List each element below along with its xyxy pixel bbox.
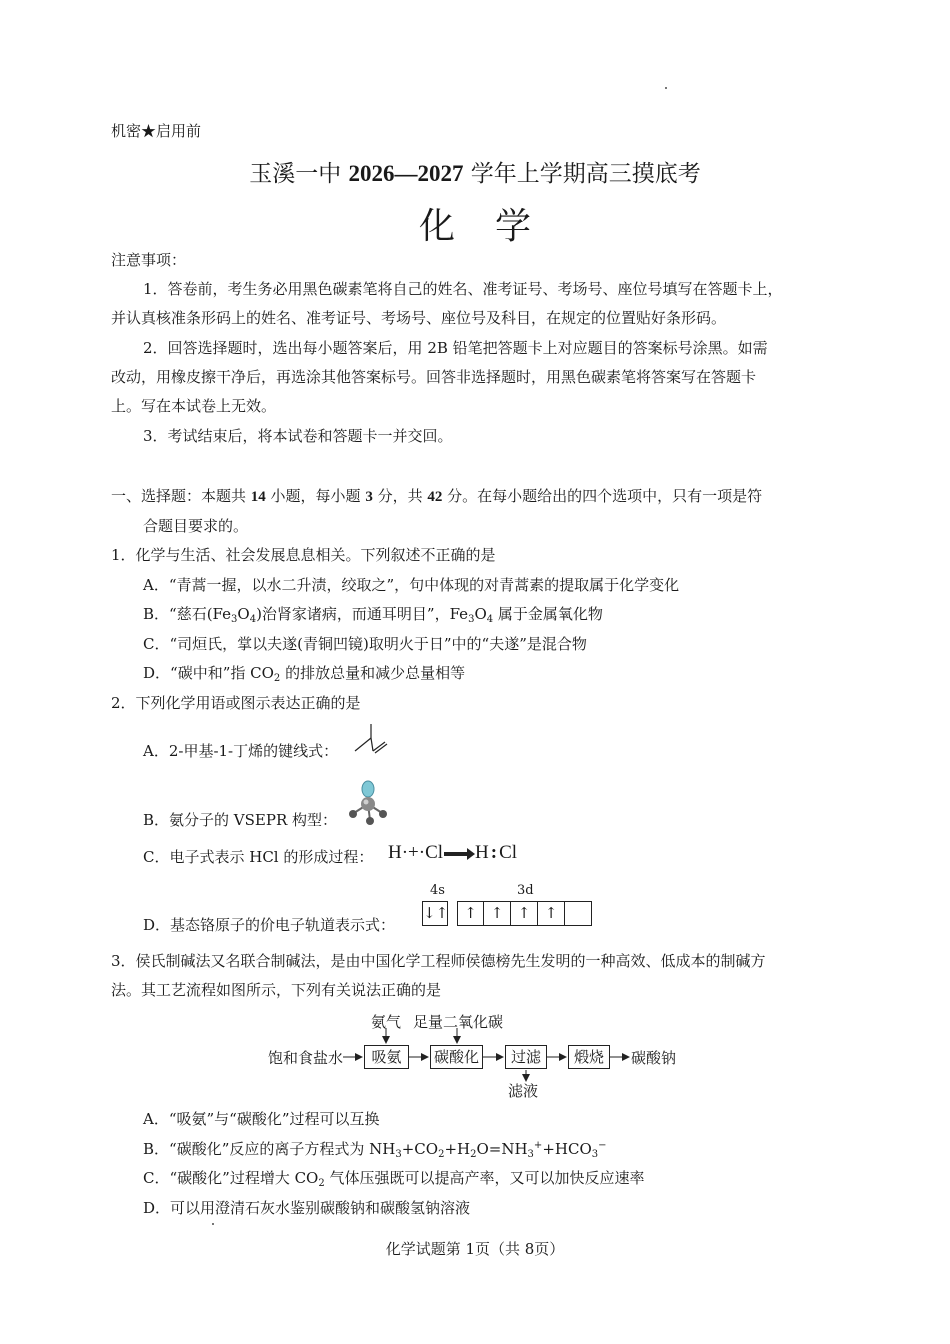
q1-option-c: C．“司烜氏，掌以夫遂(青铜凹镜)取明火于日”中的“夫遂”是混合物	[143, 635, 587, 653]
subject-title: 化学	[418, 206, 571, 247]
q2-option-c: C．电子式表示 HCl 的形成过程：	[143, 848, 374, 866]
flow-side-output-filtrate: 滤液	[508, 1082, 539, 1100]
notice-item-1-line-2: 并认真核准条形码上的姓名、准考证号、考场号、座位号及科目，在规定的位置贴好条形码。	[111, 309, 727, 327]
orbital-box-3d-3: ↑	[511, 901, 538, 926]
ammonia-vsepr-model-image	[345, 780, 391, 828]
flow-input-co2: 足量二氧化碳	[413, 1013, 504, 1031]
scan-speck	[665, 87, 667, 89]
q1-stem: 1．化学与生活、社会发展息息相关。下列叙述不正确的是	[111, 546, 496, 564]
flow-input-ammonia: 氨气	[371, 1013, 402, 1031]
confidential-label: 机密★启用前	[111, 122, 202, 140]
page-footer: 化学试题第 1页（共 8页）	[385, 1240, 565, 1258]
notice-item-2-line-2: 改动，用橡皮擦干净后，再选涂其他答案标号。回答非选择题时，用黑色碳素笔将答案写在答题卡	[111, 368, 757, 386]
flow-end-sodium-carbonate: 碳酸钠	[631, 1049, 677, 1067]
flow-step-filtration: 过滤	[505, 1045, 547, 1069]
q3-option-d: D．可以用澄清石灰水鉴别碳酸钠和碳酸氢钠溶液	[143, 1199, 471, 1217]
scan-speck	[212, 1223, 214, 1225]
section-1-instructions: 一、选择题：本题共 14 小题，每小题 3 分，共 42 分。在每小题给出的四个选项中，只有一项是符	[111, 487, 763, 505]
flow-step-carbonation: 碳酸化	[430, 1045, 483, 1069]
skeletal-formula-image	[352, 722, 388, 758]
q3-stem-line-2: 法。其工艺流程如图所示，下列有关说法正确的是	[111, 981, 442, 999]
notice-item-2-line-3: 上。写在本试卷上无效。	[111, 397, 277, 415]
orbital-box-3d-2: ↑	[484, 901, 511, 926]
flow-arrows	[340, 1026, 640, 1084]
q3-option-b: B．“碳酸化”反应的离子方程式为 $NH_3+CO_2+H_2O=NH_3^++HCO_3^-$	[143, 1140, 607, 1160]
orbital-box-4s: ↓↑	[422, 901, 448, 926]
notice-item-2-line-1: 2．回答选择题时，选出每小题答案后，用 2B 铅笔把答题卡上对应题目的答案标号涂黑。如需	[143, 339, 768, 357]
q1-option-b: B．“慈石$(Fe_3O_4)$治肾家诸病，而通耳明目”，$Fe_3O_4$ 属于金属氧化物	[143, 605, 603, 625]
orbital-box-3d-1: ↑	[457, 901, 484, 926]
q2-stem: 2．下列化学用语或图示表达正确的是	[111, 694, 361, 712]
section-1-instructions-line-2: 合题目要求的。	[143, 517, 249, 535]
q2-option-a: A．2-甲基-1-丁烯的键线式：	[143, 742, 339, 760]
orbital-box-3d-5	[565, 901, 592, 926]
reaction-arrow-icon	[444, 852, 470, 856]
flow-start-brine: 饱和食盐水	[268, 1049, 344, 1067]
q3-option-a: A．“吸氨”与“碳酸化”过程可以互换	[143, 1110, 380, 1128]
flow-step-ammonia-absorption: 吸氨	[364, 1045, 409, 1069]
orbital-label-4s: 4s	[430, 883, 445, 898]
notice-item-1-line-1: 1．答卷前，考生务必用黑色碳素笔将自己的姓名、准考证号、考场号、座位号填写在答题卡上，	[143, 280, 783, 298]
exam-title: 玉溪一中 2026—2027 学年上学期高三摸底考	[249, 161, 701, 187]
q3-option-c: C．“碳酸化”过程增大 $CO_2$ 气体压强既可以提高产率，又可以加快反应速率	[143, 1169, 645, 1189]
hcl-formation-equation: H·+·Cl H : Cl	[388, 842, 518, 863]
notice-item-3: 3．考试结束后，将本试卷和答题卡一并交回。	[143, 427, 453, 445]
orbital-boxes-3d	[457, 901, 592, 926]
flow-step-calcination: 煅烧	[568, 1045, 610, 1069]
q1-option-d: D．“碳中和”指 $CO_2$ 的排放总量和减少总量相等	[143, 664, 466, 684]
q1-option-a: A．“青蒿一握，以水二升渍，绞取之”，句中体现的对青蒿素的提取属于化学变化	[143, 576, 680, 594]
q3-stem-line-1: 3．侯氏制碱法又名联合制碱法，是由中国化学工程师侯德榜先生发明的一种高效、低成本的制碱方	[111, 952, 766, 970]
q2-option-b: B．氨分子的 VSEPR 构型：	[143, 811, 338, 829]
notice-heading: 注意事项：	[111, 251, 187, 269]
orbital-label-3d: 3d	[517, 883, 534, 898]
q2-option-d: D．基态铬原子的价电子轨道表示式：	[143, 916, 396, 934]
orbital-box-3d-4: ↑	[538, 901, 565, 926]
